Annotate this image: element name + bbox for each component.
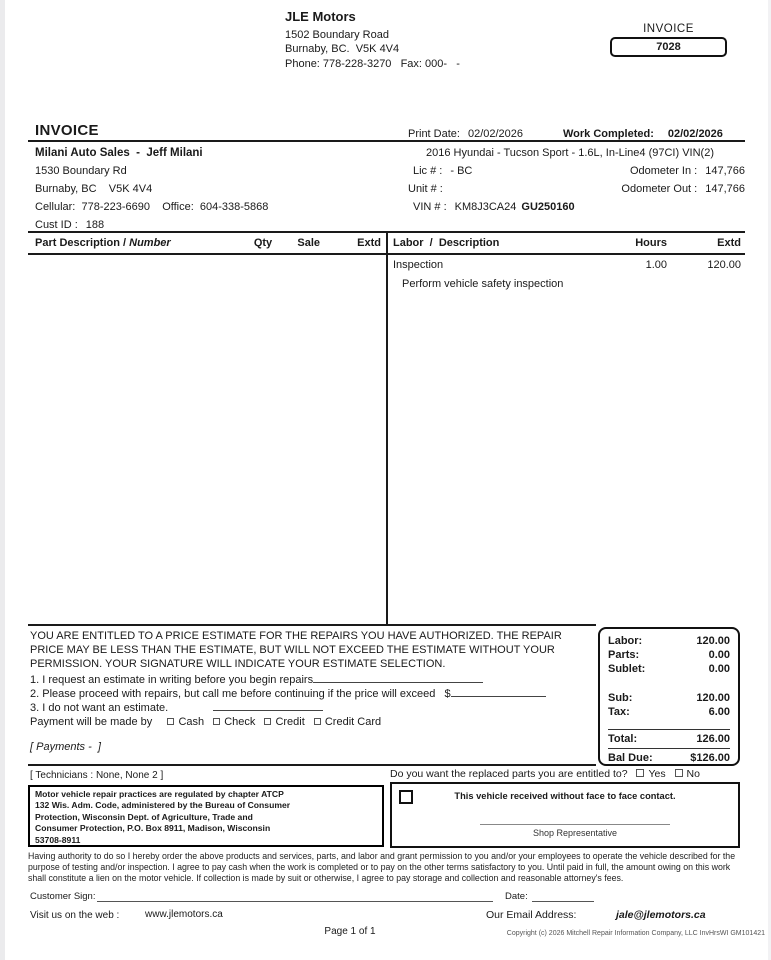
- print-date-label: Print Date:: [408, 128, 460, 140]
- totals-separator-1: [608, 729, 730, 730]
- totals-separator-2: [608, 748, 730, 749]
- total-value: 126.00: [696, 733, 730, 745]
- document-title: INVOICE: [35, 122, 99, 139]
- totals-sub-row: [608, 691, 730, 705]
- atcp-line-2: 132 Wis. Adm. Code, administered by the Bureau of Consumer: [35, 800, 291, 811]
- payment-option-credit: [258, 715, 304, 729]
- license-value: - BC: [450, 165, 473, 177]
- customer-signature-line[interactable]: [97, 901, 493, 902]
- cash-label: Cash: [178, 716, 205, 729]
- tax-value: 6.00: [708, 706, 730, 718]
- labor-total-value: 120.00: [696, 635, 730, 647]
- labor-row-hours: 1.00: [645, 259, 667, 271]
- authorization-paragraph: Having authority to do so I hereby order the above products and services, parts, and labor and grant permission to you and/or your employees to operate the vehicle described for the purpose of testing and/or inspection. I agree to pay cash when the work is completed or to pay on the other terms satisfactory to you. Until paid in full, the amount owing on this work shall constitute a lien on the motor vehicle. If collection is made by suit or otherwise, I agree to pay storage and collection and reasonable attorney's fees.: [28, 851, 738, 883]
- estimate-option-2: [30, 687, 592, 701]
- technicians-note: [ Technicians : None, None 2 ]: [30, 770, 164, 781]
- work-completed: [563, 128, 723, 140]
- invoice-number-box: [610, 37, 727, 57]
- shop-phone-fax: Phone: 778-228-3270 Fax: 000- -: [285, 57, 460, 70]
- check-label: Check: [224, 716, 256, 729]
- totals-parts-row: [608, 648, 730, 662]
- shop-header: [285, 10, 460, 71]
- sublet-total-label: Sublet:: [608, 663, 646, 675]
- credit-card-checkbox[interactable]: [314, 718, 321, 725]
- title-divider: [28, 140, 745, 142]
- estimate-option-2-blank[interactable]: [451, 687, 546, 697]
- payments-note: [ Payments - ]: [30, 741, 101, 754]
- odometer-out: [621, 183, 745, 195]
- sale-header: Sale: [297, 237, 320, 249]
- web-url[interactable]: www.jlemotors.ca: [145, 909, 223, 920]
- estimate-option-2-text: 2. Please proceed with repairs, but call me before continuing if the price will exceed $: [30, 687, 451, 700]
- totals-sublet-row: [608, 662, 730, 676]
- vin-label: VIN # :: [413, 201, 447, 213]
- labor-header: Labor / Description: [393, 237, 500, 249]
- estimate-option-1-blank[interactable]: [313, 673, 483, 683]
- totals-total-row: [608, 732, 730, 746]
- print-date: [408, 128, 523, 140]
- replaced-parts-question-row: [390, 768, 700, 780]
- parts-extd-header: Extd: [357, 237, 381, 249]
- shop-representative-signature-line[interactable]: [480, 824, 670, 825]
- customer-id-value: 188: [85, 219, 105, 231]
- unit-label: Unit # :: [408, 183, 443, 195]
- customer-sign-label: Customer Sign:: [30, 891, 96, 902]
- estimate-option-3: [30, 701, 592, 715]
- date-line[interactable]: [532, 901, 594, 902]
- parts-header-main: Part Description /: [35, 237, 130, 249]
- sublet-total-value: 0.00: [708, 663, 730, 675]
- payment-option-check: [207, 715, 255, 729]
- labor-row-description: Inspection: [393, 259, 444, 271]
- estimate-option-3-blank[interactable]: [213, 701, 323, 711]
- hours-header: Hours: [635, 237, 667, 249]
- payment-option-cash: [161, 715, 204, 729]
- no-contact-statement: This vehicle received without face to face contact.: [454, 791, 676, 801]
- vin-prefix: KM8J3CA24: [454, 201, 517, 213]
- estimate-option-1-text: 1. I request an estimate in writing before you begin repairs: [30, 673, 314, 686]
- parts-header: [35, 237, 171, 249]
- payment-method-label: Payment will be made by: [30, 716, 159, 729]
- web-label: Visit us on the web :: [30, 910, 120, 921]
- scan-edge-left: [0, 0, 5, 960]
- vehicle-license: [413, 165, 472, 177]
- atcp-line-4: Consumer Protection, P.O. Box 8911, Madison, Wisconsin: [35, 823, 271, 834]
- credit-card-label: Credit Card: [324, 716, 382, 729]
- totals-bal-due-row: [608, 751, 730, 765]
- print-date-value: 02/02/2026: [467, 128, 524, 140]
- parts-total-label: Parts:: [608, 649, 640, 661]
- replaced-parts-question: Do you want the replaced parts you are entitled to?: [390, 768, 628, 780]
- customer-address1: 1530 Boundary Rd: [35, 165, 127, 177]
- email-label: Our Email Address:: [486, 909, 577, 921]
- email-address[interactable]: jale@jlemotors.ca: [616, 909, 706, 921]
- total-label: Total:: [608, 733, 638, 745]
- labor-row-detail: Perform vehicle safety inspection: [402, 278, 564, 290]
- customer-name: Milani Auto Sales - Jeff Milani: [35, 147, 203, 159]
- license-label: Lic # :: [413, 165, 443, 177]
- check-checkbox[interactable]: [213, 718, 220, 725]
- payment-method-row: [30, 715, 592, 729]
- vehicle-vin: [413, 201, 575, 213]
- estimate-top-line: [28, 624, 596, 626]
- totals-labor-row: [608, 634, 730, 648]
- payment-option-credit-card: [308, 715, 381, 729]
- customer-id-label: Cust ID :: [35, 219, 78, 231]
- odometer-in-label: Odometer In :: [629, 165, 698, 177]
- atcp-regulation-box: [28, 785, 384, 847]
- estimate-section: [30, 629, 592, 755]
- labor-total-label: Labor:: [608, 635, 643, 647]
- estimate-bottom-line: [28, 764, 596, 766]
- qty-header: Qty: [253, 237, 273, 249]
- page-indicator: Page 1 of 1: [324, 926, 376, 937]
- estimate-notice: YOU ARE ENTITLED TO A PRICE ESTIMATE FOR THE REPAIRS YOU HAVE AUTHORIZED. THE REPAIR PRICE MAY BE LESS THAN THE ESTIMATE, BUT WILL NOT EXCEED THE ESTIMATE WITHOUT YOUR PERMISSION. YOUR SIGNATURE WILL INDICATE YOUR ESTIMATE SELECTION.: [30, 630, 565, 671]
- shop-representative-label: Shop Representative: [532, 828, 618, 838]
- vin-bold: GU250160: [521, 201, 575, 213]
- customer-phones: Cellular: 778-223-6690 Office: 604-338-5868: [35, 201, 269, 213]
- replaced-parts-no-checkbox[interactable]: [675, 769, 683, 777]
- replaced-parts-yes-label: Yes: [648, 768, 666, 780]
- customer-address2: Burnaby, BC V5K 4V4: [35, 183, 153, 195]
- copyright-notice: Copyright (c) 2026 Mitchell Repair Information Company, LLC InvHrsWI GM101421: [506, 930, 765, 937]
- shop-address-line2: Burnaby, BC. V5K 4V4: [285, 43, 400, 55]
- atcp-line-3: Protection, Wisconsin Dept. of Agriculture, Trade and: [35, 811, 253, 822]
- labor-extd-header: Extd: [717, 237, 741, 249]
- no-contact-checkbox[interactable]: [399, 790, 413, 804]
- replaced-parts-no-label: No: [686, 768, 700, 780]
- atcp-line-1: Motor vehicle repair practices are regulated by chapter ATCP: [35, 789, 284, 799]
- shop-name: JLE Motors: [285, 9, 356, 24]
- odometer-in-value: 147,766: [705, 165, 745, 177]
- estimate-option-3-text: 3. I do not want an estimate.: [30, 702, 169, 715]
- work-completed-value: 02/02/2026: [667, 128, 723, 140]
- vehicle-description: 2016 Hyundai - Tucson Sport - 1.6L, In-Line4 (97CI) VIN(2): [426, 147, 714, 159]
- invoice-number: 7028: [656, 41, 681, 53]
- subtotal-value: 120.00: [696, 692, 730, 704]
- tax-label: Tax:: [608, 706, 630, 718]
- balance-due-label: Bal Due:: [608, 752, 653, 764]
- vehicle-unit: [408, 183, 451, 195]
- shop-address-line1: 1502 Boundary Road: [285, 28, 389, 41]
- date-label: Date:: [505, 891, 528, 902]
- odometer-out-value: 147,766: [705, 183, 745, 195]
- customer-id: [35, 219, 104, 231]
- totals-box: [598, 627, 740, 766]
- work-completed-label: Work Completed:: [563, 128, 654, 140]
- cash-checkbox[interactable]: [167, 718, 174, 725]
- replaced-parts-yes-checkbox[interactable]: [636, 769, 644, 777]
- odometer-out-label: Odometer Out :: [621, 183, 698, 195]
- table-column-divider: [386, 231, 388, 625]
- balance-due-value: $126.00: [690, 752, 730, 764]
- totals-tax-row: [608, 705, 730, 719]
- labor-row-extd: 120.00: [707, 259, 741, 271]
- subtotal-label: Sub:: [608, 692, 633, 704]
- invoice-box-label: INVOICE: [643, 23, 694, 35]
- credit-checkbox[interactable]: [264, 718, 271, 725]
- odometer-in: [630, 165, 745, 177]
- parts-header-number: Number: [129, 237, 171, 249]
- no-contact-box: [390, 782, 740, 848]
- credit-label: Credit: [275, 716, 305, 729]
- parts-total-value: 0.00: [708, 649, 730, 661]
- atcp-line-5: 53708-8911: [35, 834, 81, 845]
- estimate-option-1: [30, 673, 592, 687]
